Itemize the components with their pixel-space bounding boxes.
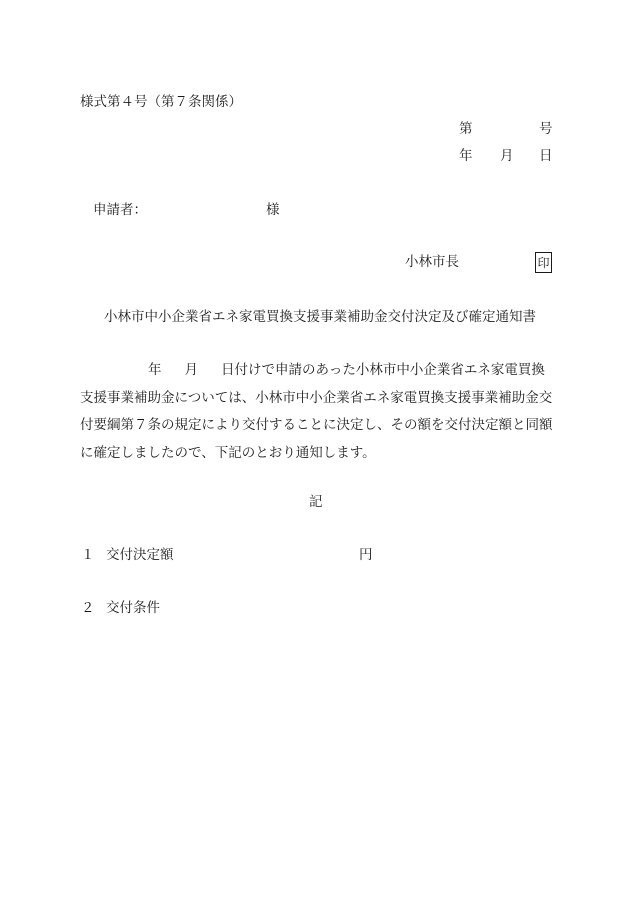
seal-box (535, 252, 552, 273)
body-line-4: に確定しましたので、下記のとおり通知します。 (80, 444, 376, 461)
ki-heading: 記 (309, 494, 323, 510)
doc-number-suffix: 号 (539, 121, 553, 137)
document-title: 小林市中小企業省エネ家電買換支援事業補助金交付決定及び確定通知書 (104, 309, 536, 325)
item-1-label: 交付決定額 (106, 547, 174, 563)
item-2-number: ２ (81, 600, 95, 616)
date-year-label: 年 (459, 148, 473, 164)
body-line-3: 付要綱第７条の規定により交付することに決定し、その額を交付決定額と同額 (80, 417, 553, 433)
item-1-unit: 円 (359, 547, 373, 563)
body-line-1-text: 日付けで申請のあった小林市中小企業省エネ家電買換 (221, 362, 545, 378)
issuer-name: 小林市長 (405, 254, 459, 270)
doc-number-prefix: 第 (459, 121, 473, 137)
date-month-label: 月 (500, 148, 514, 164)
body-line-1 (80, 357, 550, 385)
body-paragraph (80, 357, 553, 467)
date-day-label: 日 (539, 148, 553, 164)
item-1-number: １ (81, 547, 95, 563)
body-line-2: 支援事業補助金については、小林市中小企業省エネ家電買換支援事業補助金交 (80, 389, 553, 406)
body-month-label: 月 (184, 362, 198, 378)
applicant-honorific: 様 (266, 202, 280, 218)
seal-label: 印 (537, 255, 550, 270)
applicant-label: 申請者： (93, 202, 147, 218)
item-2-label: 交付条件 (106, 600, 160, 616)
body-year-label: 年 (148, 362, 162, 378)
form-number: 様式第４号（第７条関係） (80, 94, 242, 110)
